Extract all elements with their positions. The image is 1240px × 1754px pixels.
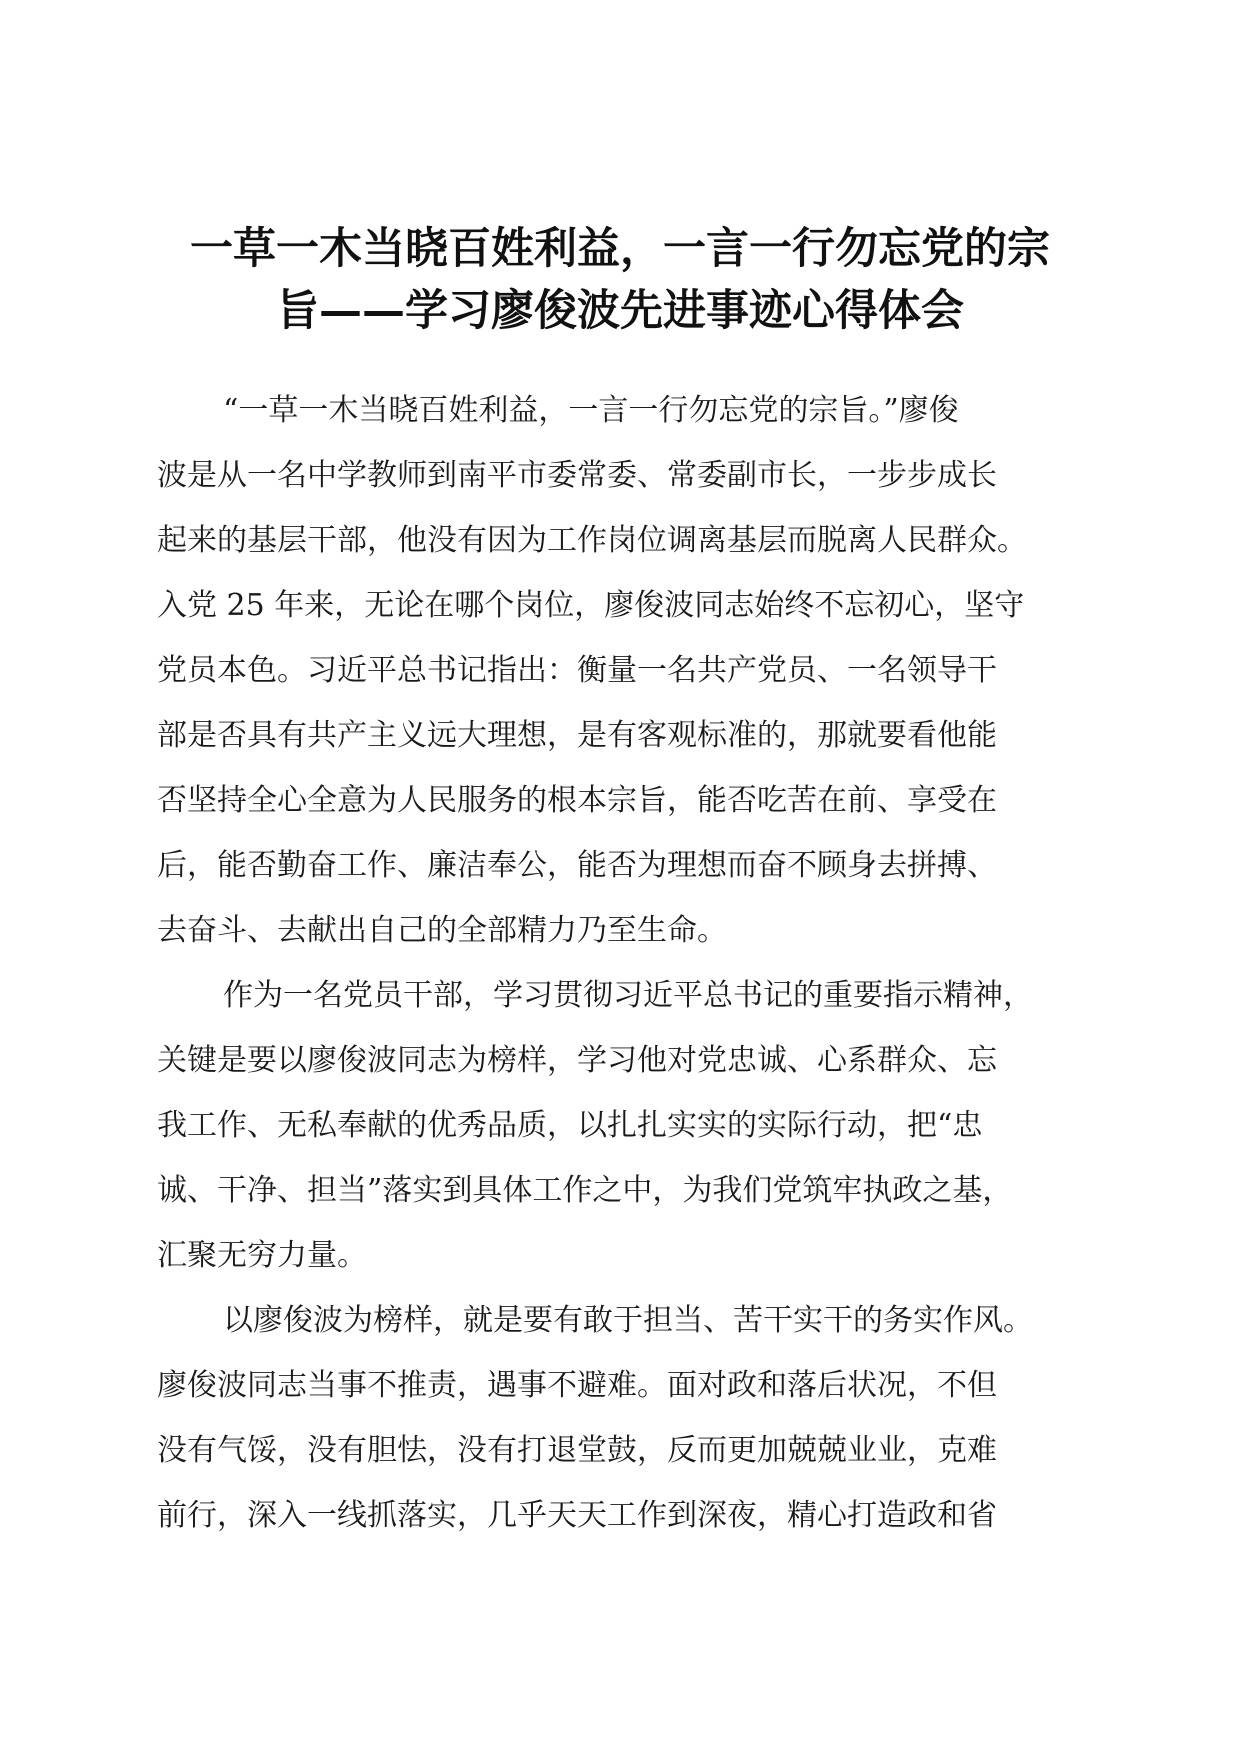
paragraph-1 [157,378,1087,963]
text-line: “一草一木当晓百姓利益，一言一行勿忘党的宗旨。”廖俊 [223,393,959,428]
text-line: 部是否具有共产主义远大理想，是有客观标准的，那就要看他能 [157,718,997,753]
text-line: 波是从一名中学教师到南平市委常委、常委副市长，一步步成长 [157,458,997,493]
paragraph-2 [157,963,1087,1288]
text-line: 否坚持全心全意为人民服务的根本宗旨，能否吃苦在前、享受在 [157,783,997,818]
text-line: 汇聚无穷力量。 [157,1238,367,1273]
text-line: 关键是要以廖俊波同志为榜样，学习他对党忠诚、心系群众、忘 [157,1043,997,1078]
text-line: 诚、干净、担当”落实到具体工作之中，为我们党筑牢执政之基， [157,1173,1013,1208]
text-line: 去奋斗、去献出自己的全部精力乃至生命。 [157,913,727,948]
text-line: 前行，深入一线抓落实，几乎天天工作到深夜，精心打造政和省 [157,1498,997,1533]
text-line: 后，能否勤奋工作、廉洁奉公，能否为理想而奋不顾身去拼搏、 [157,848,997,883]
title-line: 一草一木当晓百姓利益，一言一行勿忘党的宗 [190,224,1050,274]
text-line: 以廖俊波为榜样，就是要有敢于担当、苦干实干的务实作风。 [223,1303,1033,1338]
text-line: 作为一名党员干部，学习贯彻习近平总书记的重要指示精神， [223,978,1033,1013]
text-line: 我工作、无私奉献的优秀品质，以扎扎实实的实际行动，把“忠 [157,1108,983,1143]
text-line: 入党 25 年来，无论在哪个岗位，廖俊波同志始终不忘初心，坚守 [157,588,1025,623]
text-line: 没有气馁，没有胆怯，没有打退堂鼓，反而更加兢兢业业，克难 [157,1433,997,1468]
document-body [157,378,1087,1548]
paragraph-3 [157,1288,1087,1548]
text-line: 党员本色。习近平总书记指出：衡量一名共产党员、一名领导干 [157,653,997,688]
title-line: 旨——学习廖俊波先进事迹心得体会 [276,286,964,336]
text-line: 起来的基层干部，他没有因为工作岗位调离基层而脱离人民群众。 [157,523,1027,558]
text-line: 廖俊波同志当事不推责，遇事不避难。面对政和落后状况，不但 [157,1368,997,1403]
document-title [150,218,1090,342]
